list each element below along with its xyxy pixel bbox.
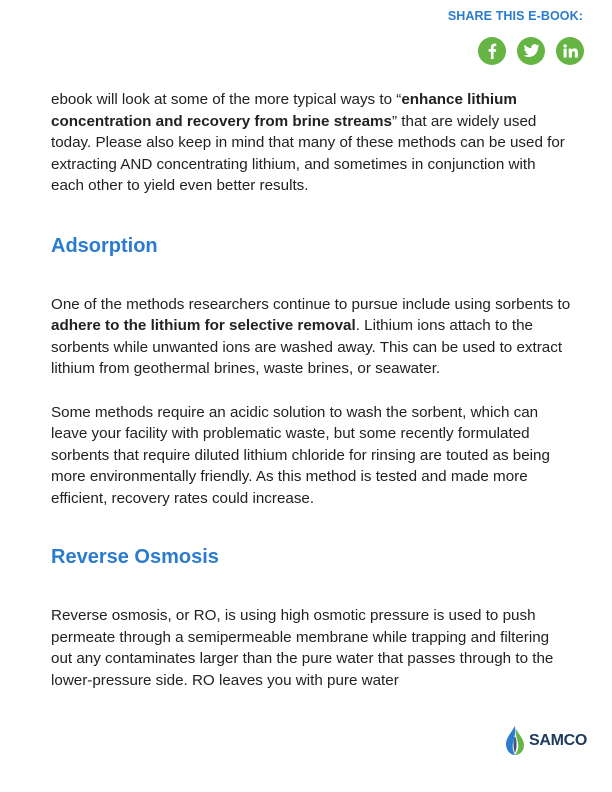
facebook-icon — [485, 43, 499, 59]
adsorption-heading: Adsorption — [51, 234, 158, 257]
ebook-content — [51, 89, 571, 691]
linkedin-share-button[interactable] — [556, 37, 584, 65]
adsorption-bold-phrase: adhere to the lithium for selective removal — [51, 317, 356, 334]
facebook-share-button[interactable] — [478, 37, 506, 65]
reverse-osmosis-paragraph: Reverse osmosis, or RO, is using high osmotic pressure is used to push permeate through a semipermeable membrane while trapping and filtering out any contaminates larger than the pure water that passes through to the lower-pressure side. RO leaves you with pure water — [51, 607, 554, 689]
share-ebook-label: SHARE THIS E-BOOK: — [447, 9, 583, 23]
twitter-icon — [523, 44, 540, 58]
reverse-osmosis-heading: Reverse Osmosis — [51, 546, 219, 568]
intro-paragraph: ebook will look at some of the more typical ways to “enhance lithium concentration and recovery from brine streams” that are widely used today. Please also keep in mind that many of these methods can be used for extracting AND concentrating lithium, and sometimes in conjunction with each other to yield even better results. — [51, 91, 565, 194]
intro-bold-phrase: enhance lithium concentration and recovery from brine streams — [51, 91, 517, 130]
samco-drop-icon — [504, 725, 526, 757]
adsorption-paragraph-1: One of the methods researchers continue to pursue include using sorbents to adhere to the lithium for selective removal. Lithium ions attach to the sorbents while unwanted ions are washed away. This can be used to extract lithium from geothermal brines, waste brines, or seawater. — [51, 295, 571, 377]
samco-logo-text: SAMCO — [529, 732, 588, 749]
twitter-share-button[interactable] — [517, 37, 545, 65]
adsorption-paragraph-2: Some methods require an acidic solution to wash the sorbent, which can leave your facility with problematic waste, but some recently formulated sorbents that require diluted lithium chloride for rinsing are touted as being more environmentally friendly. As this method is tested and made more efficient, recovery rates could increase. — [51, 403, 550, 507]
samco-logo — [504, 724, 587, 758]
linkedin-icon — [563, 44, 578, 58]
